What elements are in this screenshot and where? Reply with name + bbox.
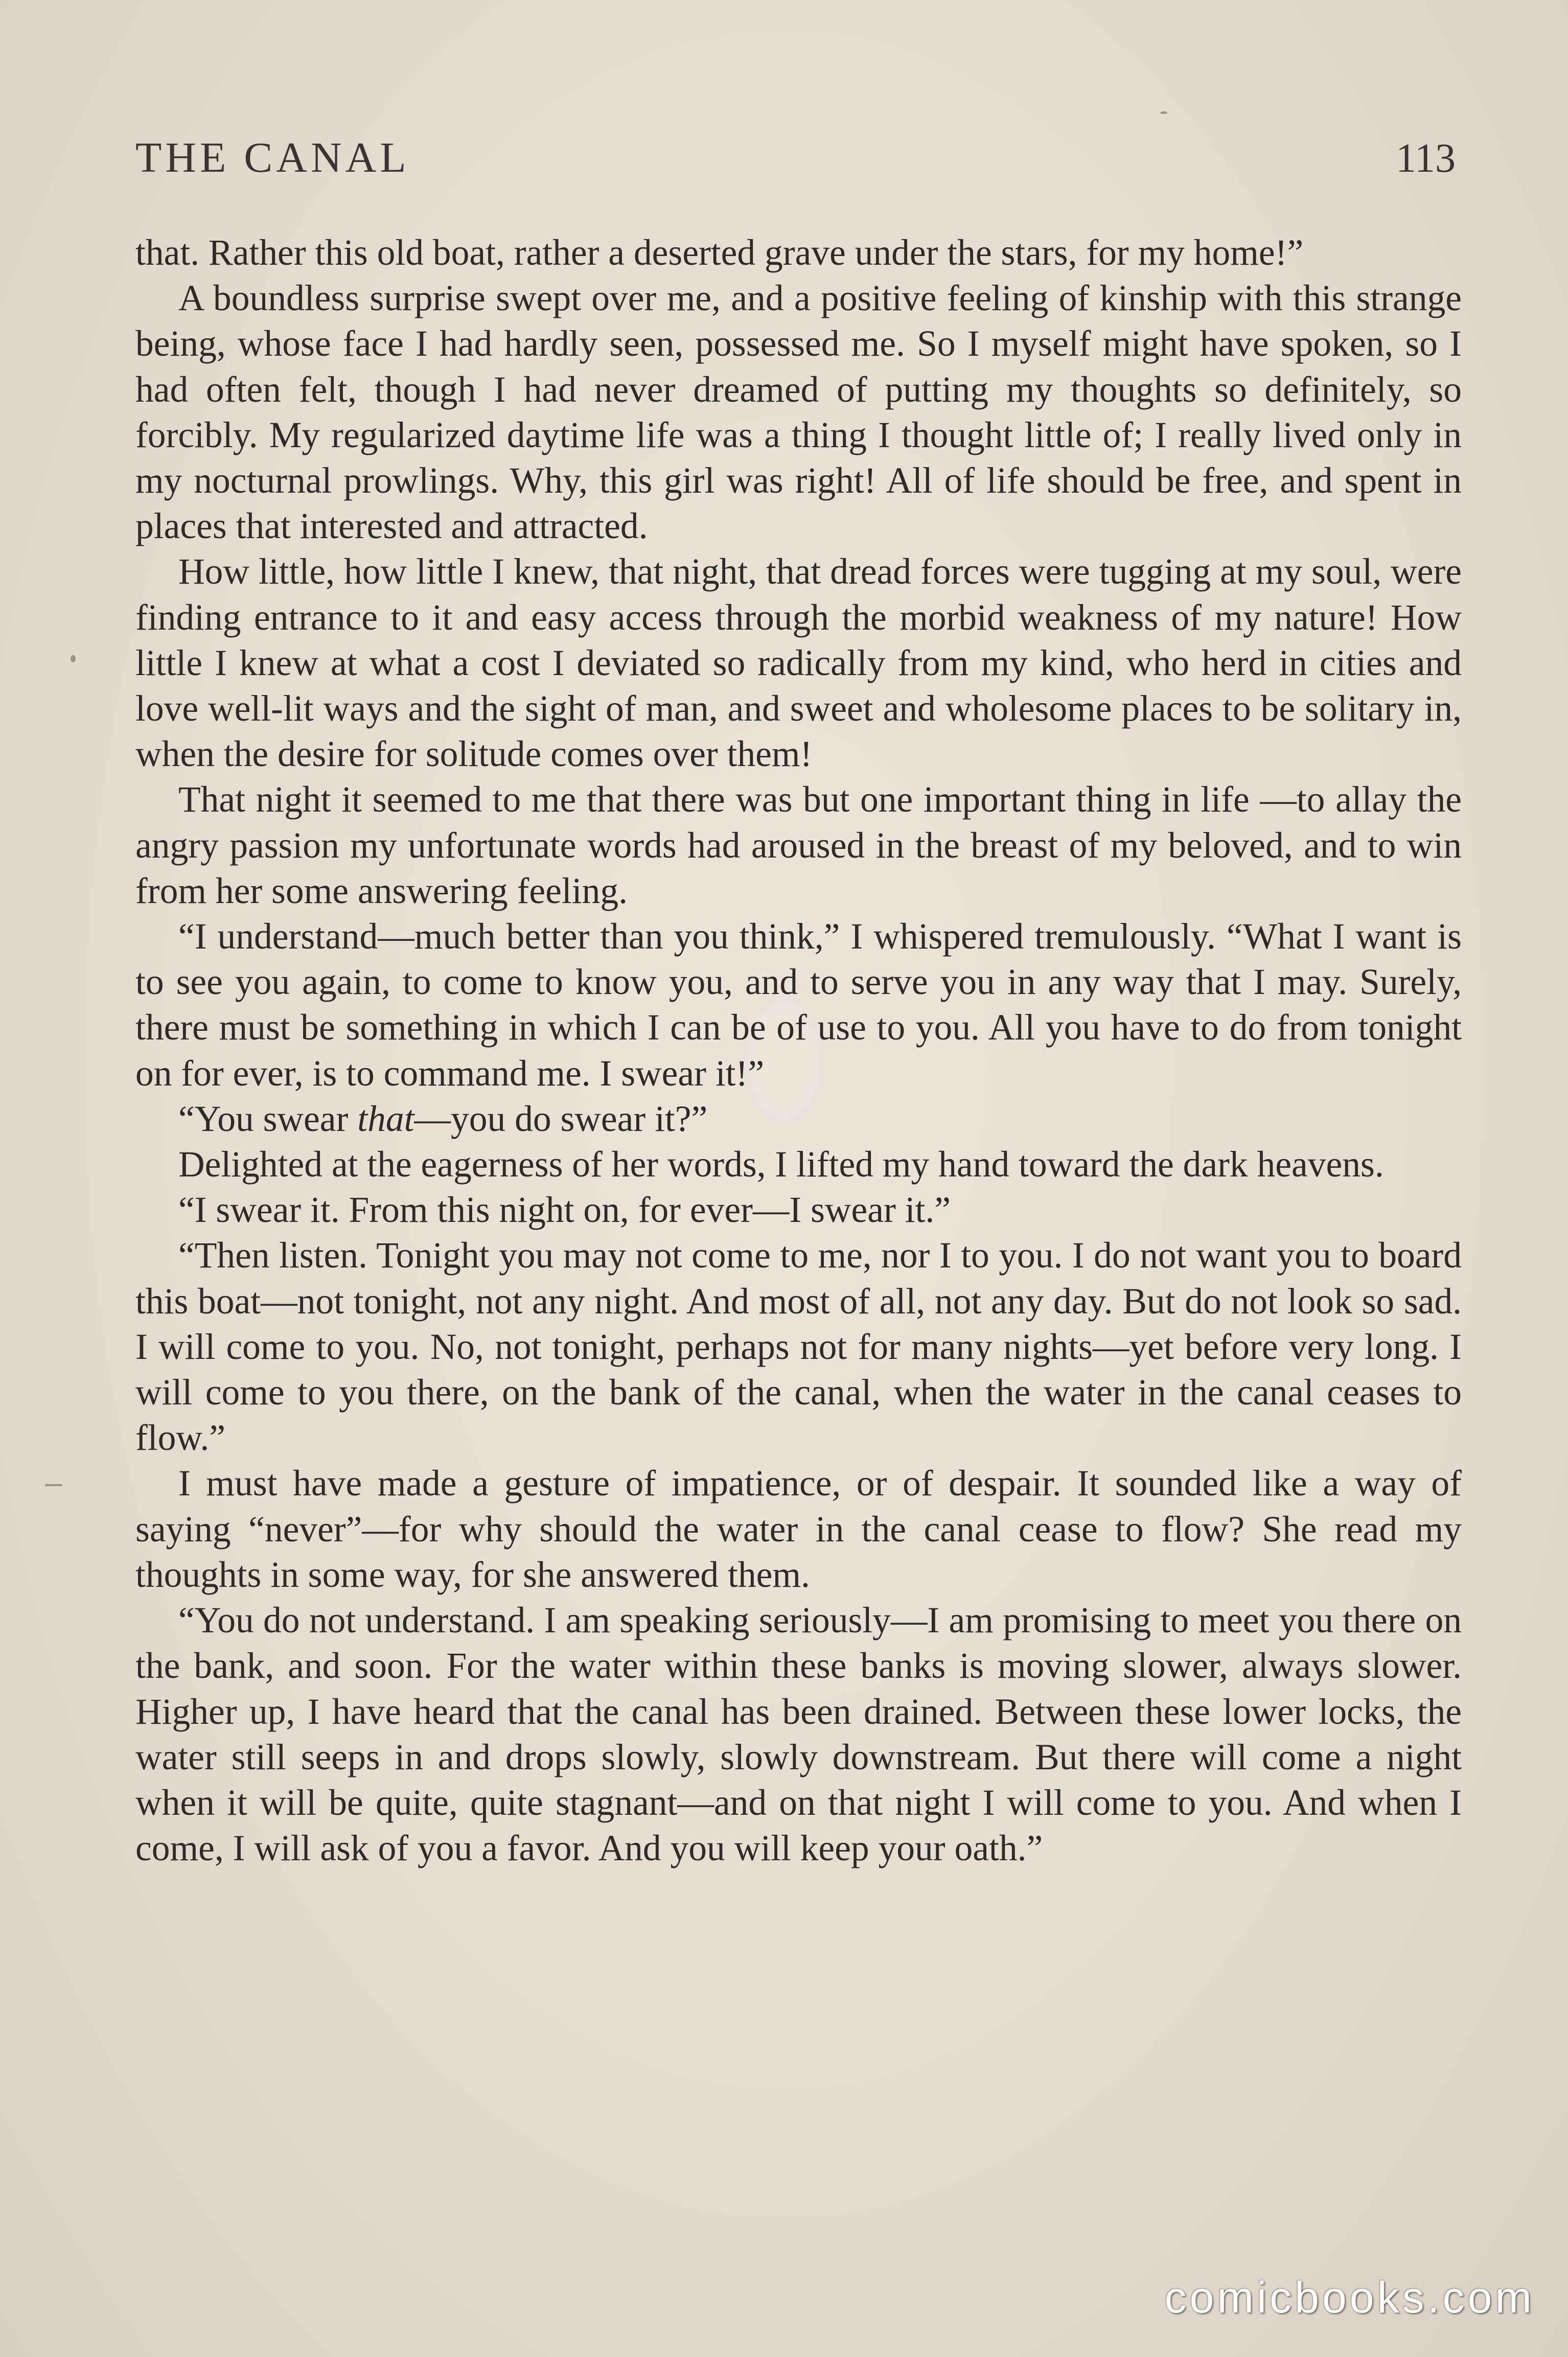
paragraph: How little, how little I knew, that night, that dread forces were tugging at my soul, were finding entrance to it and easy access through the morbid weakness of my nature! How little I knew at what a cost I deviated so radically from my kind, who herd in cities and love well-lit ways and the sight of man, and sweet and wholesome places to be solitary in, when the desire for solitude comes over them! <box>135 551 1462 775</box>
paragraph: Delighted at the eagerness of her words, I lifted my hand toward the dark heavens. <box>178 1144 1384 1185</box>
paragraph: “I understand—much better than you think,” I whispered tremulously. “What I want is to see you again, to come to know you, and to serve you in any way that I may. Surely, there must be something in which I can be of use to you. All you have to do from tonight on for ever, is to command me. I swear it!” <box>135 916 1462 1094</box>
paragraph-text: —you do swear it?” <box>414 1098 708 1139</box>
page-header <box>135 133 1456 189</box>
emphasis-text: that <box>357 1098 414 1139</box>
watermark: comicbooks.com <box>1164 2273 1535 2322</box>
paragraph-text: “You swear <box>178 1098 358 1139</box>
paragraph: “Then listen. Tonight you may not come to me, nor I to you. I do not want you to board this boat—not tonight, not any night. And most of all, not any day. But do not look so sad. I will come to you. No, not tonight, perhaps not for many nights—yet before very long. I will come to you there, on the bank of the canal, when the water in the canal ceases to flow.” <box>135 1235 1462 1459</box>
paragraph: that. Rather this old boat, rather a deserted grave under the stars, for my home!” <box>135 233 1304 273</box>
paragraph <box>135 1096 1462 1142</box>
page-number: 113 <box>1395 136 1456 181</box>
paragraph: “I swear it. From this night on, for ever—I swear it.” <box>178 1190 951 1231</box>
paragraph: That night it seemed to me that there was but one important thing in life —to allay the angry passion my unfortunate words had aroused in the breast of my beloved, and to win from her some answering feeling. <box>135 779 1462 911</box>
paper-speck <box>1160 111 1167 114</box>
running-head: THE CANAL <box>135 134 410 181</box>
paragraph: “You do not understand. I am speaking seriously—I am promising to meet you there on the bank, and soon. For the water within these banks is moving slower, always slower. Higher up, I have heard that the canal has been drained. Between these lower locks, the water still seeps in and drops slowly, slowly downstream. But there will come a night when it will be quite, quite stagnant—and on that night I will come to you. And when I come, I will ask of you a favor. And you will keep your oath.” <box>135 1600 1462 1869</box>
paragraph: A boundless surprise swept over me, and a positive feeling of kinship with this strange being, whose face I had hardly seen, possessed me. So I myself might have spoken, so I had often felt, though I had never dreamed of putting my thoughts so definitely, so forcibly. My regularized daytime life was a thing I thought little of; I really lived only in my nocturnal prowlings. Why, this girl was right! All of life should be free, and spent in places that interested and attracted. <box>135 278 1462 547</box>
paper-speck <box>45 1484 62 1486</box>
body-text <box>135 230 1462 1871</box>
paper-speck <box>71 655 76 662</box>
paragraph: I must have made a gesture of impatience, or of despair. It sounded like a way of saying “never”—for why should the water in the canal cease to flow? She read my thoughts in some way, for she answered them. <box>135 1463 1462 1595</box>
